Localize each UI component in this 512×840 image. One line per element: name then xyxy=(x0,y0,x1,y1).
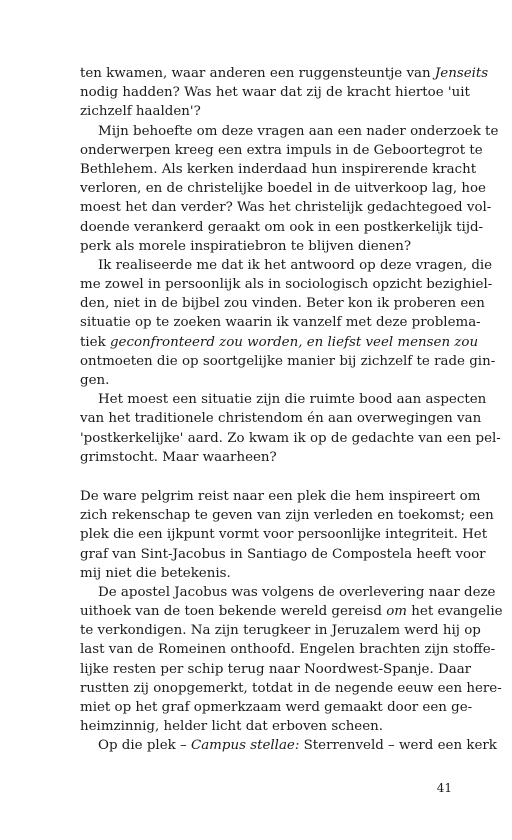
text-line: De ware pelgrim reist naar een plek die hem inspireert om xyxy=(80,488,481,504)
text-line: Bethlehem. Als kerken inderdaad hun inspirerende kracht xyxy=(80,161,477,177)
text-line: van het traditionele christendom én aan overwegingen van xyxy=(80,411,482,427)
body-text xyxy=(80,64,503,756)
text-line: uithoek van de toen bekende wereld gereisd om het evangelie xyxy=(80,604,503,620)
text-line: last van de Romeinen onthoofd. Engelen brachten zijn stoffe- xyxy=(80,642,496,658)
paragraph xyxy=(80,736,497,755)
text-line: Ik realiseerde me dat ik het antwoord op deze vragen, die xyxy=(98,257,493,273)
text-line: gen. xyxy=(80,373,110,388)
text-line: plek die een ijkpunt vormt voor persoonlijke integriteit. Het xyxy=(80,527,488,543)
paragraph xyxy=(80,390,501,467)
text-line: lijke resten per schip terug naar Noordwest-Spanje. Daar xyxy=(80,661,472,677)
text-line: zichzelf haalden'? xyxy=(80,104,201,120)
text-line: situatie op te zoeken waarin ik vanzelf met deze problema- xyxy=(80,315,481,331)
paragraph xyxy=(80,64,489,122)
text-line: 'postkerkelijke' aard. Zo kwam ik op de gedachte van een pel- xyxy=(80,430,501,446)
paragraph xyxy=(80,487,494,583)
text-line: den, niet in de bijbel zou vinden. Beter kon ik proberen een xyxy=(80,296,485,312)
text-line: te verkondigen. Na zijn terugkeer in Jeruzalem werd hij op xyxy=(80,623,481,639)
text-line: Op die plek – Campus stellae: Sterrenveld – werd een kerk xyxy=(98,738,497,754)
text-line: miet op het graf opmerkzaam werd gemaakt door een ge- xyxy=(80,700,473,715)
text-line: doende verankerd geraakt om ook in een postkerkelijk tijd- xyxy=(80,219,484,235)
paragraph xyxy=(80,583,503,737)
text-line: grimstocht. Maar waarheen? xyxy=(80,449,277,465)
text-line: Mijn behoefte om deze vragen aan een nader onderzoek te xyxy=(98,123,499,139)
text-line: mij niet die betekenis. xyxy=(80,565,231,581)
text-line: nodig hadden? Was het waar dat zij de kracht hiertoe 'uit xyxy=(80,85,470,101)
text-line: perk als morele inspiratiebron te blijven dienen? xyxy=(80,238,412,254)
text-line: me zowel in persoonlijk als in sociologisch opzicht bezighiel- xyxy=(80,277,493,293)
text-line: graf van Sint-Jacobus in Santiago de Compostela heeft voor xyxy=(80,546,486,562)
text-line: rustten zij onopgemerkt, totdat in de negende eeuw een here- xyxy=(80,680,502,696)
text-line: zich rekenschap te geven van zijn verleden en toekomst; een xyxy=(80,508,494,524)
paragraph xyxy=(80,122,499,256)
text-line: ontmoeten die op soortgelijke manier bij zichzelf te rade gin- xyxy=(80,353,496,369)
text-line: onderwerpen kreeg een extra impuls in de Geboortegrot te xyxy=(80,142,483,158)
text-line: Het moest een situatie zijn die ruimte bood aan aspecten xyxy=(98,392,487,408)
text-line: ten kwamen, waar anderen een ruggensteuntje van Jenseits xyxy=(80,66,489,81)
paragraph xyxy=(80,256,496,390)
section-break xyxy=(80,467,451,487)
text-line: tiek geconfronteerd zou worden, en liefst veel mensen zou xyxy=(80,334,479,350)
page-number: 41 xyxy=(436,781,452,795)
text-line: moest het dan verder? Was het christelijk gedachtegoed vol- xyxy=(80,200,492,216)
text-line: De apostel Jacobus was volgens de overlevering naar deze xyxy=(98,584,496,600)
text-line: verloren, en de christelijke boedel in de uitverkoop lag, hoe xyxy=(80,181,486,197)
text-line: heimzinnig, helder licht dat erboven scheen. xyxy=(80,719,384,735)
